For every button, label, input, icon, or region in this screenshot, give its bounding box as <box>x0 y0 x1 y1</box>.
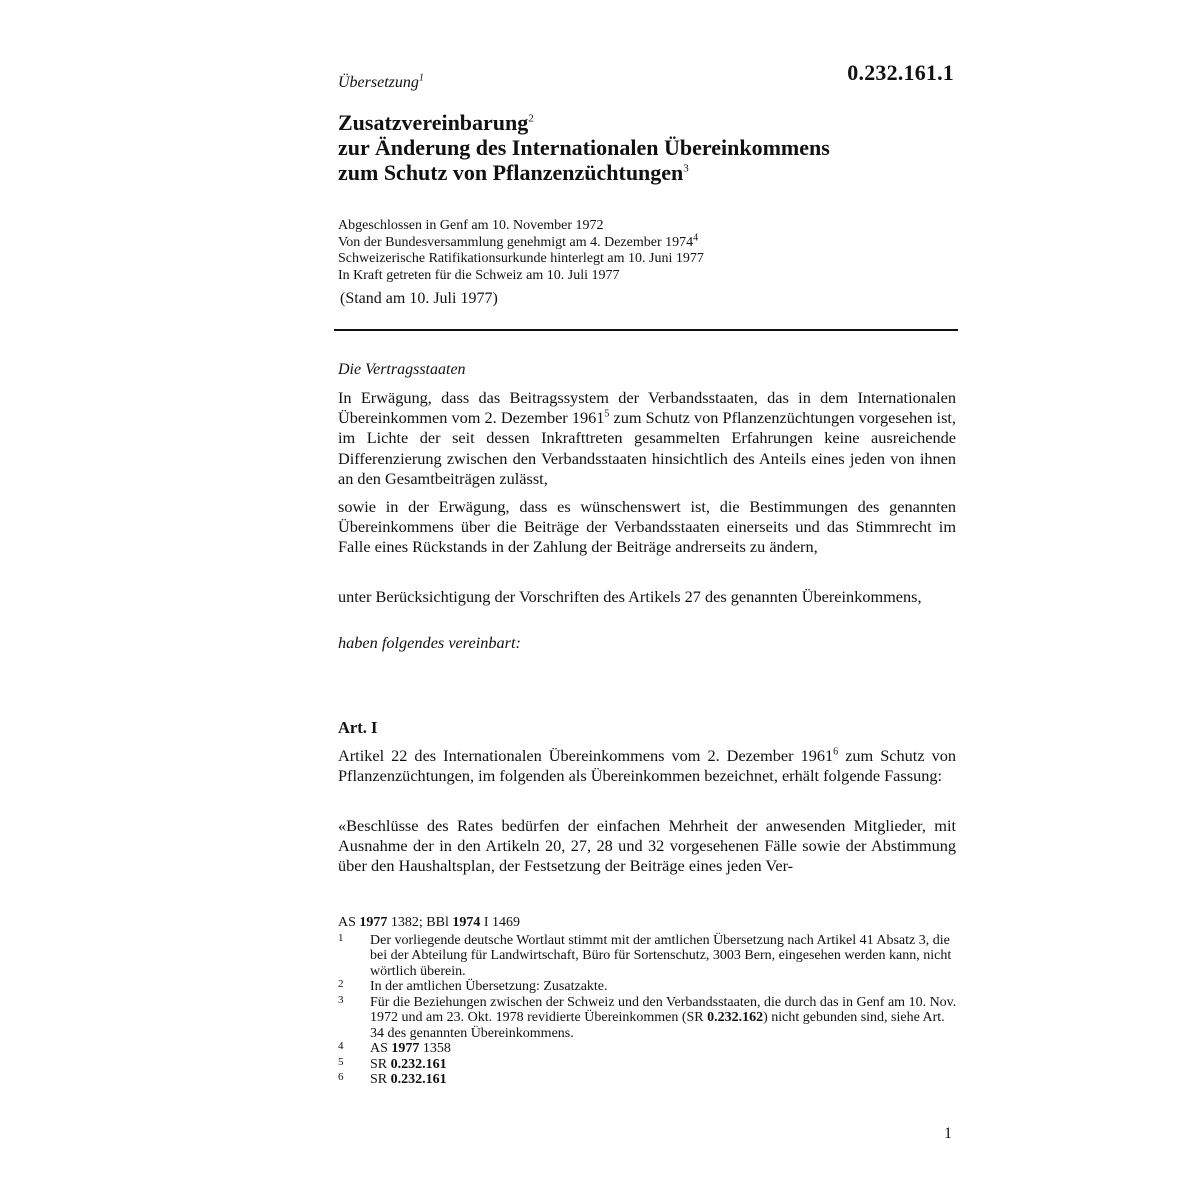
treaty-metadata <box>338 218 704 284</box>
footnote-number: 5 <box>338 1055 344 1068</box>
in-force-date: In Kraft getreten für die Schweiz am 10. Juli 1977 <box>338 267 620 283</box>
status-date: (Stand am 10. Juli 1977) <box>340 290 498 307</box>
footnote-item: 6 SR 0.232.161 <box>338 1071 447 1087</box>
footnote-ref[interactable]: 5 <box>604 408 610 420</box>
ratification-date: Schweizerische Ratifikationsurkunde hinterlegt am 10. Juni 1977 <box>338 251 704 266</box>
article-heading: Art. I <box>338 718 378 737</box>
footnote-item: 5 SR 0.232.161 <box>338 1055 447 1072</box>
footnote-ref[interactable]: 1 <box>418 72 424 84</box>
footnote-ref[interactable]: 6 <box>833 746 839 758</box>
footnotes <box>338 915 958 1088</box>
concluded-date: Abgeschlossen in Genf am 10. November 1972 <box>338 218 604 233</box>
footnote-ref[interactable]: 4 <box>693 231 699 243</box>
document-title: Zusatzvereinbarung$^2$ zur Änderung des Internationalen Übereinkommens zum Schutz von Pflanzenzüchtungen$^3$ <box>338 110 830 185</box>
footnote-item: 2 In der amtlichen Übersetzung: Zusatzakte. <box>338 978 608 994</box>
footnote-item: 3 Für die Beziehungen zwischen der Schweiz und den Verbandsstaaten, die durch das in Genf am 10. Nov. 1972 und am 23. Okt. 1978 revidierte Übereinkommen (SR 0.232.162) nicht gebunden sind, siehe Art. 34 des genannten Übereinkommens. <box>338 993 957 1041</box>
footnote-number: 4 <box>338 1040 344 1052</box>
page-number: 1 <box>944 1125 952 1142</box>
translation-label: Übersetzung$^1$ <box>338 72 424 91</box>
horizontal-divider <box>334 329 958 331</box>
approved-date: Von der Bundesversammlung genehmigt am 4. Dezember 1974$^4$ <box>338 231 699 250</box>
footnote-item: 4 AS 1977 1358 <box>338 1040 451 1056</box>
footnote-number: 2 <box>338 978 344 990</box>
footnote-ref[interactable]: 3 <box>683 162 689 175</box>
footnote-item: 1 Der vorliegende deutsche Wortlaut stimmt mit der amtlichen Übersetzung nach Artikel 41 Absatz 3, die bei der Abteilung für Landwirtschaft, Büro für Sortenschutz, 3003 Bern, eingesehen werden kann, nicht wörtlich überein. <box>338 931 952 979</box>
preamble-paragraph: In Erwägung, dass das Beitragssystem der Verbandsstaaten, das in dem Internationalen Übereinkommen vom 2. Dezember 1961$^5$ zum Schutz von Pflanzenzüchtungen vorgesehen ist, im Lichte der seit dessen Inkrafttreten gesammelten Erfahrungen keine ausreichende Differenzierung zwischen den Verbandsstaaten hinsichtlich des Anteils eines jeden von ihnen an den Gesamtbeiträgen zulässt, <box>338 388 956 488</box>
preamble-heading: Die Vertragsstaaten <box>338 361 466 378</box>
preamble-paragraph: unter Berücksichtigung der Vorschriften des Artikels 27 des genannten Übereinkommens, <box>338 587 922 606</box>
sr-number: 0.232.161.1 <box>847 60 954 85</box>
article-paragraph: «Beschlüsse des Rates bedürfen der einfachen Mehrheit der anwesenden Mitglieder, mit Ausnahme der in den Artikeln 20, 27, 28 und 32 vorgesehenen Fälle sowie der Abstimmung über den Haushaltsplan, der Festsetzung der Beiträge eines jeden Ver- <box>338 816 956 876</box>
source-reference: AS 1977 1382; BBl 1974 I 1469 <box>338 915 521 930</box>
footnote-number: 3 <box>338 993 344 1006</box>
article-paragraph: Artikel 22 des Internationalen Übereinkommens vom 2. Dezember 1961$^6$ zum Schutz von Pflanzenzüchtungen, im folgenden als Übereinkommen bezeichnet, erhält folgende Fassung: <box>338 746 956 786</box>
footnote-ref[interactable]: 2 <box>528 112 534 125</box>
preamble-paragraph: sowie in der Erwägung, dass es wünschenswert ist, die Bestimmungen des genannten Übereinkommens über die Beiträge der Verbandsstaaten einerseits und das Stimmrecht im Falle eines Rückstands in der Zahlung der Beiträge andrerseits zu ändern, <box>338 497 956 557</box>
footnote-number: 6 <box>338 1071 344 1083</box>
agreement-clause: haben folgendes vereinbart: <box>338 633 521 652</box>
footnote-number: 1 <box>338 931 344 944</box>
